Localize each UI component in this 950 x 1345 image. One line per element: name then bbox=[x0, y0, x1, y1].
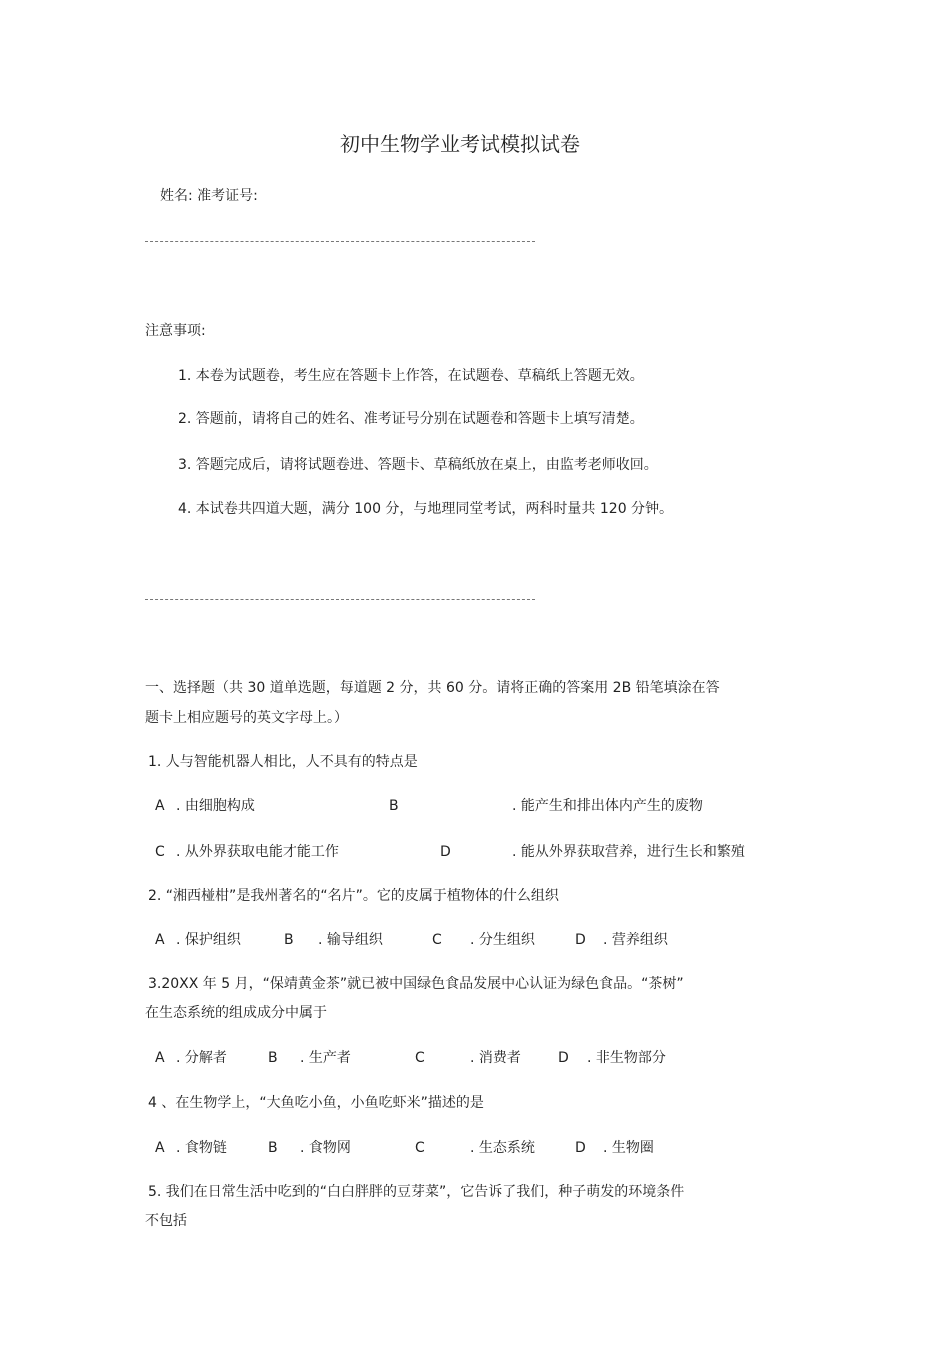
option-letter: C bbox=[155, 844, 165, 860]
question-stem: 5. 我们在日常生活中吃到的“白白胖胖的豆芽菜”，它告诉了我们，种子萌发的环境条件 bbox=[148, 1184, 685, 1200]
option-letter: D bbox=[575, 932, 586, 948]
notice-item: 4. 本试卷共四道大题，满分 100 分，与地理同堂考试，两科时量共 120 分钟。 bbox=[178, 501, 674, 517]
question-stem: 4 、在生物学上，“大鱼吃小鱼，小鱼吃虾米”描述的是 bbox=[148, 1095, 484, 1111]
option-text: . 能从外界获取营养，进行生长和繁殖 bbox=[512, 844, 745, 860]
question-stem-continued: 在生态系统的组成成分中属于 bbox=[145, 1005, 327, 1021]
notice-item: 3. 答题完成后，请将试题卷进、答题卡、草稿纸放在桌上，由监考老师收回。 bbox=[178, 457, 658, 473]
option-letter: A bbox=[155, 1140, 165, 1156]
option-text: . 食物网 bbox=[300, 1140, 351, 1156]
option-letter: B bbox=[389, 798, 399, 814]
option-text: . 生态系统 bbox=[470, 1140, 535, 1156]
option-text: . 由细胞构成 bbox=[176, 798, 255, 814]
question-stem: 1. 人与智能机器人相比，人不具有的特点是 bbox=[148, 754, 418, 770]
option-text: . 生物圈 bbox=[603, 1140, 654, 1156]
notice-heading: 注意事项: bbox=[145, 323, 206, 339]
question-stem: 2. “湘西椪柑”是我州著名的“名片”。它的皮属于植物体的什么组织 bbox=[148, 888, 559, 904]
option-letter: D bbox=[440, 844, 451, 860]
option-text: . 食物链 bbox=[176, 1140, 227, 1156]
question-stem: 3.20XX 年 5 月，“保靖黄金茶”就已被中国绿色食品发展中心认证为绿色食品。“茶树” bbox=[148, 976, 684, 992]
option-letter: D bbox=[575, 1140, 586, 1156]
section-instructions: 题卡上相应题号的英文字母上。） bbox=[145, 710, 348, 726]
option-letter: D bbox=[558, 1050, 569, 1066]
option-text: . 分解者 bbox=[176, 1050, 227, 1066]
option-letter: C bbox=[432, 932, 442, 948]
option-letter: B bbox=[284, 932, 294, 948]
option-letter: B bbox=[268, 1050, 278, 1066]
option-text: . 保护组织 bbox=[176, 932, 241, 948]
option-text: . 生产者 bbox=[300, 1050, 351, 1066]
option-letter: B bbox=[268, 1140, 278, 1156]
option-text: . 能产生和排出体内产生的废物 bbox=[512, 798, 703, 814]
question-stem-continued: 不包括 bbox=[145, 1213, 187, 1229]
option-text: . 营养组织 bbox=[603, 932, 668, 948]
option-letter: A bbox=[155, 1050, 165, 1066]
notice-item: 1. 本卷为试题卷，考生应在答题卡上作答，在试题卷、草稿纸上答题无效。 bbox=[178, 368, 644, 384]
section-instructions: 一、选择题（共 30 道单选题，每道题 2 分，共 60 分。请将正确的答案用 2B 铅笔填涂在答 bbox=[145, 680, 720, 696]
option-letter: C bbox=[415, 1140, 425, 1156]
exam-title: 初中生物学业考试模拟试卷 bbox=[340, 132, 580, 156]
option-text: . 消费者 bbox=[470, 1050, 521, 1066]
dashed-separator bbox=[145, 599, 535, 600]
option-text: . 分生组织 bbox=[470, 932, 535, 948]
option-text: . 非生物部分 bbox=[587, 1050, 666, 1066]
option-letter: C bbox=[415, 1050, 425, 1066]
option-text: . 从外界获取电能才能工作 bbox=[176, 844, 339, 860]
dashed-separator bbox=[145, 241, 535, 242]
option-text: . 输导组织 bbox=[318, 932, 383, 948]
notice-item: 2. 答题前，请将自己的姓名、准考证号分别在试题卷和答题卡上填写清楚。 bbox=[178, 411, 644, 427]
option-letter: A bbox=[155, 932, 165, 948]
candidate-info-line: 姓名: 准考证号: bbox=[160, 188, 258, 204]
option-letter: A bbox=[155, 798, 165, 814]
